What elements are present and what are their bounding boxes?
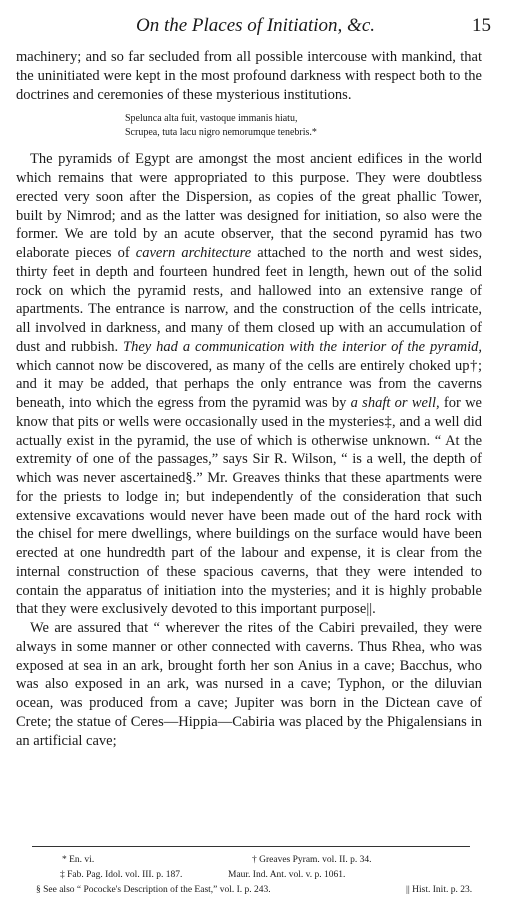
body-text bbox=[16, 48, 482, 750]
quote-line: Scrupea, tuta lacu nigro nemorumque tenebris.* bbox=[125, 127, 317, 139]
footnote: Maur. Ind. Ant. vol. v. p. 1061. bbox=[228, 870, 346, 880]
quote-line: Spelunca alta fuit, vastoque immanis hiatu, bbox=[125, 113, 298, 125]
footnote: * En. vi. bbox=[62, 855, 95, 865]
text-run: attached to the north and west sides, thirty feet in depth and fourteen hundred feet in length, hewn out of the solid rock on which the pyramid rests, and hallowed into an extensive range of apartments. The entrance is narrow, and the construction of the cells intricate, all involved in darkness, and many of them closed up with an accumulation of dust and rubbish. bbox=[16, 245, 483, 355]
footnote-row bbox=[36, 853, 486, 868]
text-run: for we know that pits or wells were occasionally used in the mysteries‡, and a well did actually exist in the pyramid, the use of which is otherwise unknown. “ At the extremity of one of the passages,” says Sir R. Wilson, “ is a well, the depth of which was never ascertained§.” Mr. Greaves thinks that these apartments were for the priests to lodge in; but independently of the consideration that such extensive excavations would never have been made out of the hard rock with the chisel for mere dwellings, where buildings on the surface would have been erected at one hundredth part of the labour and expense, it is clear from the internal construction of these spacious caverns, that they were intended to contain the apparatus of initiation into the mysteries; and it is highly probable that they were exclusively devoted to this important purpose||. bbox=[16, 395, 482, 618]
footnote-row bbox=[36, 883, 486, 898]
footnote: § See also “ Pococke's Description of the East,” vol. I. p. 243. bbox=[36, 885, 271, 895]
footnote: ‡ Fab. Pag. Idol. vol. III. p. 187. bbox=[60, 870, 183, 880]
footnote: † Greaves Pyram. vol. II. p. 34. bbox=[252, 855, 372, 865]
latin-quotation bbox=[125, 112, 482, 140]
paragraph-cabiri: We are assured that “ wherever the rites of the Cabiri prevailed, they were always in some manner or other connected with caverns. Thus Rhea, who was exposed at sea in an ark, brought forth her son Anius in a cave; Bacchus, who was also exposed in an ark, was nursed in a cave; Typhon, or the diluvian ocean, was produced from a cave; Jupiter was born in the Dictean cave of Crete; the statue of Ceres—Hippia—Cabiria was placed by the Phigalensians in an artificial cave; bbox=[16, 620, 482, 749]
footnotes bbox=[36, 853, 486, 898]
text-run: The pyramids of Egypt are amongst the most ancient edifices in the world which remains that were appropriated to this purpose. They were doubtless erected very soon after the Dispersion, as copies of the great phallic Tower, built by Nimrod; and as the latter was designed for initiation, so also were the former. We are told by an acute observer, that the second pyramid has two elaborate pieces of bbox=[16, 151, 482, 261]
page-header bbox=[0, 14, 511, 38]
italic-run: They had a communication with the interior of the pyramid, bbox=[123, 338, 482, 355]
footnote-rule bbox=[32, 846, 470, 847]
paragraph-continuation: machinery; and so far secluded from all possible intercouse with mankind, that the uninitiated were kept in the most profound darkness with respect both to the doctrines and ceremonies of these mysterious institutions. bbox=[16, 49, 482, 103]
paragraph-pyramids bbox=[16, 150, 482, 619]
italic-run: cavern architecture bbox=[135, 245, 252, 261]
page-number: 15 bbox=[472, 15, 491, 36]
footnote: || Hist. Init. p. 23. bbox=[406, 885, 473, 895]
footnote-row bbox=[36, 868, 486, 883]
text-run: which cannot now be discovered, as many of the cells are entirely choked up†; and it may be added, that perhaps the only entrance was from the caverns beneath, into which the egress from the pyramid was by bbox=[16, 357, 482, 411]
running-title: On the Places of Initiation, &c. bbox=[135, 15, 376, 36]
italic-run: a shaft or well, bbox=[350, 395, 440, 411]
